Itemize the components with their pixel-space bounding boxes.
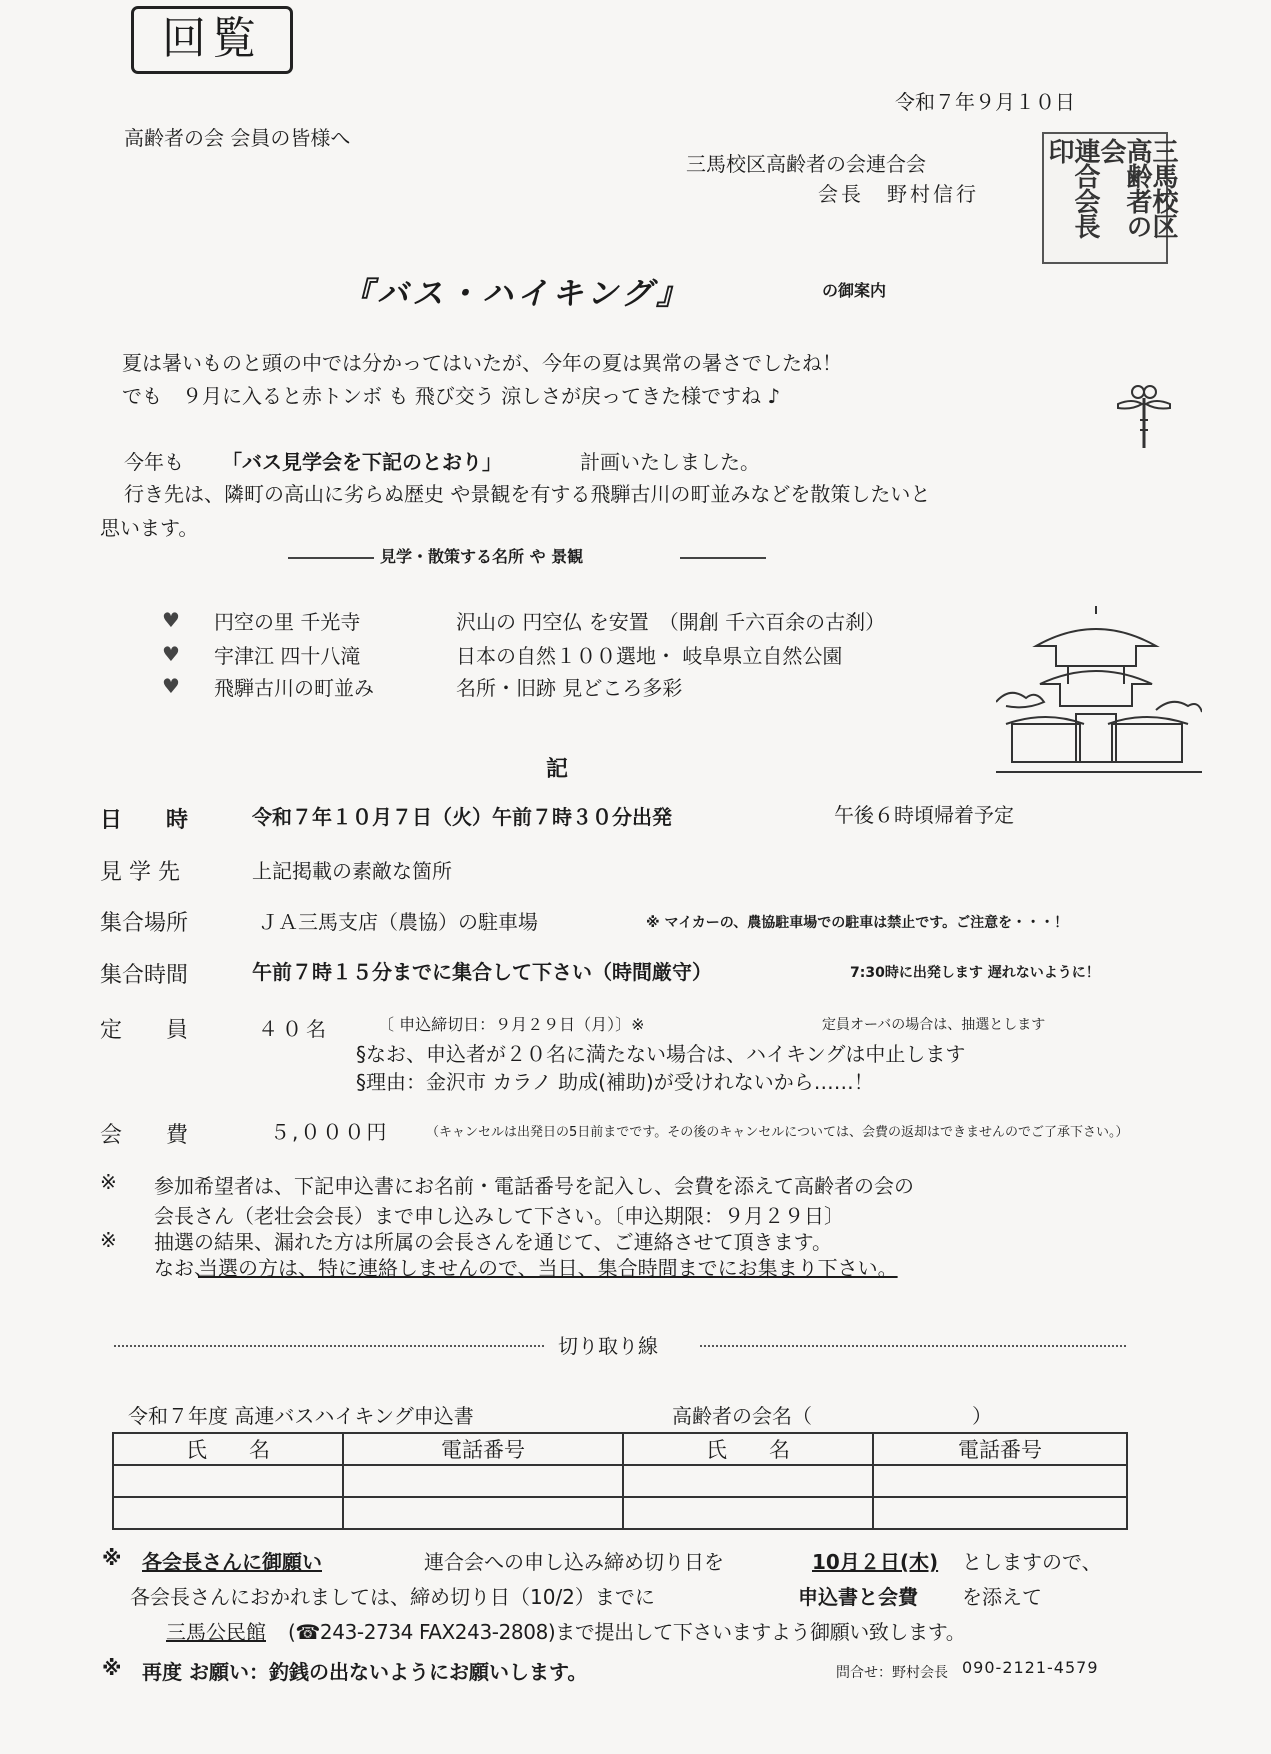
temple-icon (996, 606, 1202, 776)
footer-text: 連合会への申し込み締め切り日を (424, 1550, 724, 1574)
footer-mark: ※ (102, 1546, 122, 1570)
application-table (112, 1432, 1128, 1530)
seal-text: 高齢者の会 (1096, 138, 1152, 238)
spot-desc: 日本の自然１００選地・ 岐阜県立自然公園 (456, 644, 843, 668)
dragonfly-icon (1112, 380, 1178, 452)
heart-icon: ♥ (162, 674, 180, 698)
circulation-stamp: 回覧 (131, 6, 293, 74)
spot-name: 宇津江 四十八滝 (214, 644, 361, 668)
header-name: 氏 名 (113, 1433, 343, 1465)
fee-value: ５,０００円 (270, 1120, 389, 1144)
request-heading: 各会長さんに御願い (142, 1550, 322, 1574)
phone-cell[interactable] (873, 1465, 1127, 1497)
header-phone: 電話番号 (343, 1433, 623, 1465)
spot-desc: 沢山の 円空仏 を安置 （開創 千六百余の古刹） (456, 610, 886, 634)
note-text: 抽選の結果、漏れた方は所属の会長さんを通じて、ご連絡させて頂きます。 (154, 1230, 832, 1254)
visit-label: 見 学 先 (100, 860, 180, 885)
time-value: 午前７時１５分までに集合して下さい（時間厳守） (252, 960, 712, 984)
table-row (113, 1497, 1127, 1529)
spot-desc: 名所・旧跡 見どころ多彩 (456, 676, 683, 700)
sender-org: 三馬校区高齢者の会連合会 (686, 152, 926, 176)
intro-highlight: 「バス見学会を下記のとおり」 (222, 450, 502, 474)
cut-line-label: 切り取り線 (558, 1334, 658, 1358)
time-note: 7:30時に出発します 遅れないように！ (850, 965, 1100, 981)
cut-line (700, 1345, 1126, 1347)
footer-text: を添えて (962, 1585, 1042, 1609)
intro-line: 計画いたしました。 (580, 450, 760, 474)
name-cell[interactable] (623, 1465, 873, 1497)
table-row (113, 1465, 1127, 1497)
heart-icon: ♥ (162, 642, 180, 666)
venue-name: 三馬公民館 (166, 1620, 266, 1644)
contact-label: 問合せ：野村会長 (836, 1665, 948, 1681)
meet-note: ※ マイカーの、農協駐車場での駐車は禁止です。ご注意を・・・！ (646, 915, 1069, 931)
meet-value: ＪＡ三馬支店（農協）の駐車場 (258, 910, 538, 934)
page-title: 『バス・ハイキング』 (342, 276, 692, 312)
cut-line (114, 1345, 544, 1347)
page-title-suffix: の御案内 (822, 281, 887, 300)
seal-text: 連合会長印 (1044, 138, 1100, 238)
ki-marker: 記 (546, 757, 569, 782)
seal-text: 三馬校区 (1148, 138, 1178, 238)
form-title: 令和７年度 高連バスハイキング申込書 (128, 1404, 474, 1428)
capacity-label: 定 員 (100, 1018, 189, 1043)
capacity-deadline: 〔 申込締切日：９月２９日（月）〕※ (378, 1015, 645, 1034)
spot-name: 円空の里 千光寺 (214, 610, 361, 634)
footer-mark: ※ (102, 1656, 122, 1680)
venue-contact: (☎243-2734 FAX243-2808)まで提出して下さいますよう御願い致します。 (288, 1620, 966, 1644)
form-club-name: 高齢者の会名（ ） (672, 1404, 992, 1428)
name-cell[interactable] (113, 1465, 343, 1497)
phone-cell[interactable] (343, 1497, 623, 1529)
meet-label: 集合場所 (100, 911, 189, 936)
datetime-label: 日 時 (100, 808, 189, 833)
intro-line: 思います。 (100, 516, 199, 540)
note-text: なお、 (154, 1256, 214, 1280)
visit-value: 上記掲載の素敵な箇所 (252, 859, 452, 883)
heart-icon: ♥ (162, 608, 180, 632)
header-name: 氏 名 (623, 1433, 873, 1465)
phone-cell[interactable] (873, 1497, 1127, 1529)
footer-text: としますので、 (962, 1550, 1102, 1574)
divider (288, 557, 374, 559)
official-seal (1042, 132, 1178, 264)
datetime-return: 午後６時頃帰着予定 (834, 803, 1014, 827)
intro-line: でも ９月に入ると赤トンボ も 飛び交う 涼しさが戻ってきた様ですね ♪ (122, 384, 781, 408)
spot-name: 飛騨古川の町並み (214, 676, 374, 700)
name-cell[interactable] (623, 1497, 873, 1529)
fee-label: 会 費 (100, 1123, 189, 1148)
note-mark: ※ (100, 1228, 117, 1252)
fee-note: （キャンセルは出発日の5日前までです。その後のキャンセルについては、会費の返却はできませんのでご了承下さい。） (426, 1125, 1129, 1140)
intro-line: 今年も (124, 450, 184, 474)
change-request: 再度 お願い：釣銭の出ないようにお願いします。 (142, 1660, 588, 1684)
header-phone: 電話番号 (873, 1433, 1127, 1465)
capacity-value: ４０名 (258, 1017, 330, 1041)
phone-cell[interactable] (343, 1465, 623, 1497)
divider (680, 557, 766, 559)
capacity-note: 定員オーバの場合は、抽選とします (822, 1017, 1046, 1033)
sender-president: 会長 野村信行 (818, 182, 979, 206)
note-text: 会長さん（老壮会会長）まで申し込みして下さい。〔申込期限：９月２９日〕 (154, 1204, 844, 1228)
note-text-underlined: 当選の方は、特に連絡しませんので、当日、集合時間までにお集まり下さい。 (198, 1256, 898, 1280)
deadline-date: 10月２日(木) (812, 1550, 939, 1574)
capacity-condition: §なお、申込者が２０名に満たない場合は、ハイキングは中止します (356, 1042, 966, 1066)
capacity-reason: §理由：金沢市 カラノ 助成(補助)が受けれないから……！ (356, 1070, 874, 1094)
note-text: 参加希望者は、下記申込書にお名前・電話番号を記入し、会費を添えて高齢者の会の (154, 1174, 914, 1198)
intro-line: 夏は暑いものと頭の中では分かってはいたが、今年の夏は異常の暑さでしたね！ (122, 351, 842, 375)
name-cell[interactable] (113, 1497, 343, 1529)
footer-text: 各会長さんにおかれましては、締め切り日（10/2）までに (130, 1585, 655, 1609)
intro-line: 行き先は、隣町の高山に劣らぬ歴史 や景観を有する飛騨古川の町並みなどを散策したいと (124, 482, 931, 506)
note-mark: ※ (100, 1170, 117, 1194)
contact-phone: 090-2121-4579 (962, 1658, 1099, 1677)
issue-date: 令和７年９月１０日 (895, 90, 1075, 114)
time-label: 集合時間 (100, 963, 189, 988)
addressee: 高齢者の会 会員の皆様へ (124, 126, 351, 150)
datetime-value: 令和７年１０月７日（火）午前７時３０分出発 (252, 805, 672, 829)
table-header-row (113, 1433, 1127, 1465)
footer-highlight: 申込書と会費 (798, 1585, 918, 1609)
spots-header: 見学・散策する名所 や 景観 (380, 547, 584, 566)
